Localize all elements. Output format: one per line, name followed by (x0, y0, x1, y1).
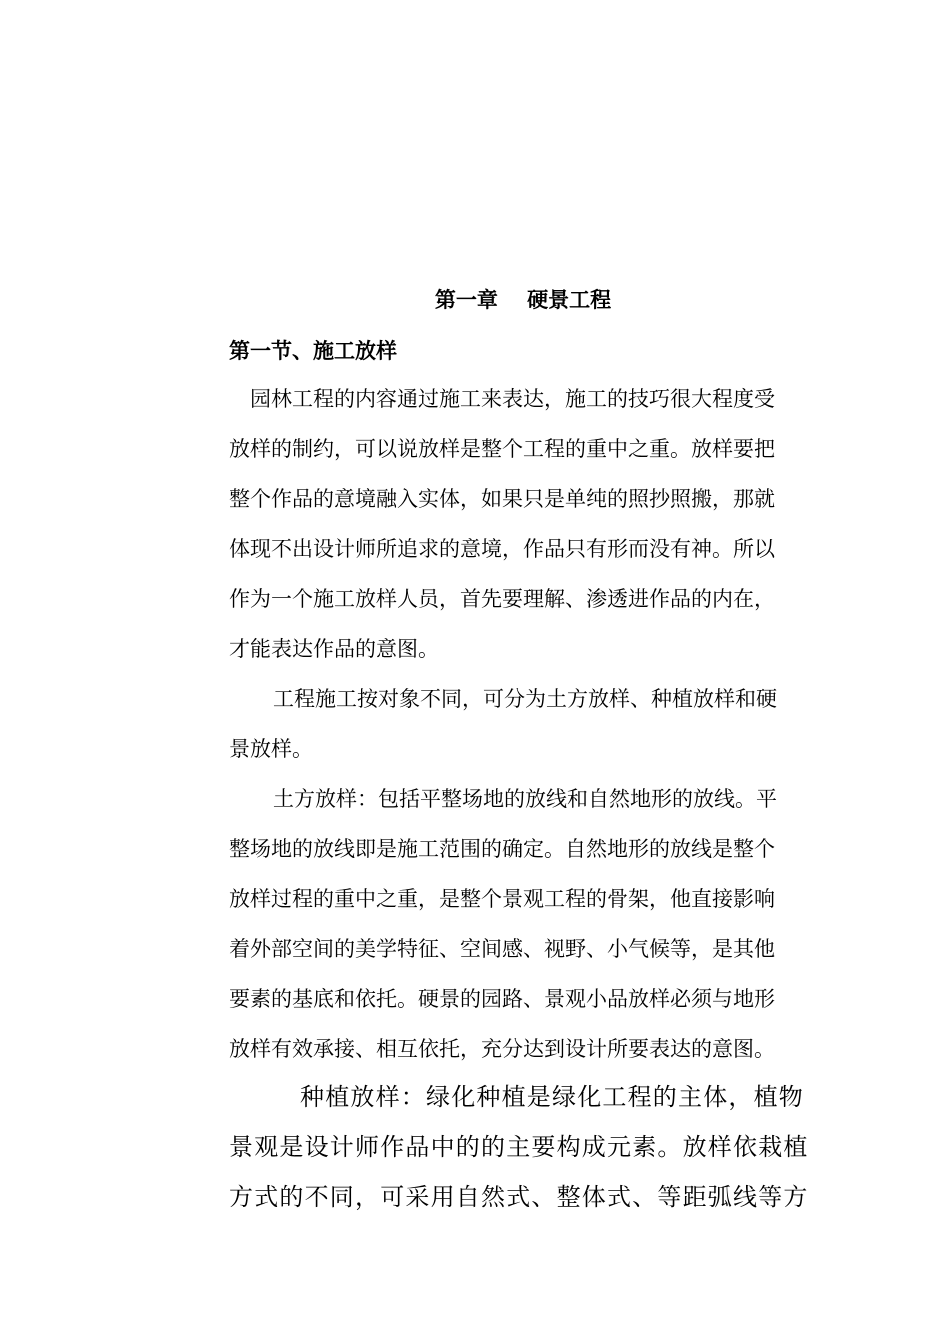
paragraph-line: 放样的制约，可以说放样是整个工程的重中之重。放样要把 (229, 437, 775, 461)
paragraph-line: 放样过程的重中之重，是整个景观工程的骨架，他直接影响 (229, 887, 775, 911)
paragraph-line: 方式的不同，可采用自然式、整体式、等距弧线等方 (229, 1183, 809, 1211)
paragraph-line: 整个作品的意境融入实体，如果只是单纯的照抄照搬，那就 (229, 487, 775, 511)
section-title: 第一节、施工放样 (229, 338, 397, 363)
paragraph-line: 作为一个施工放样人员，首先要理解、渗透进作品的内在， (229, 587, 775, 611)
paragraph-line: 要素的基底和依托。硬景的园路、景观小品放样必须与地形 (229, 987, 775, 1011)
paragraph-line: 土方放样：包括平整场地的放线和自然地形的放线。平 (273, 787, 777, 811)
paragraph-line: 才能表达作品的意图。 (229, 637, 439, 661)
paragraph-line: 景观是设计师作品中的的主要构成元素。放样依栽植 (229, 1133, 809, 1161)
paragraph-line: 放样有效承接、相互依托，充分达到设计所要表达的意图。 (229, 1037, 775, 1061)
paragraph-line: 园林工程的内容通过施工来表达，施工的技巧很大程度受 (250, 387, 775, 411)
paragraph-line: 工程施工按对象不同，可分为土方放样、种植放样和硬 (273, 687, 777, 711)
chapter-title: 第一章 硬景工程 (434, 287, 612, 312)
paragraph-line: 景放样。 (229, 737, 313, 761)
paragraph-line: 种植放样：绿化种植是绿化工程的主体，植物 (300, 1083, 804, 1111)
paragraph-line: 体现不出设计师所追求的意境，作品只有形而没有神。所以 (229, 537, 775, 561)
paragraph-line: 着外部空间的美学特征、空间感、视野、小气候等，是其他 (229, 937, 775, 961)
paragraph-line: 整场地的放线即是施工范围的确定。自然地形的放线是整个 (229, 837, 775, 861)
